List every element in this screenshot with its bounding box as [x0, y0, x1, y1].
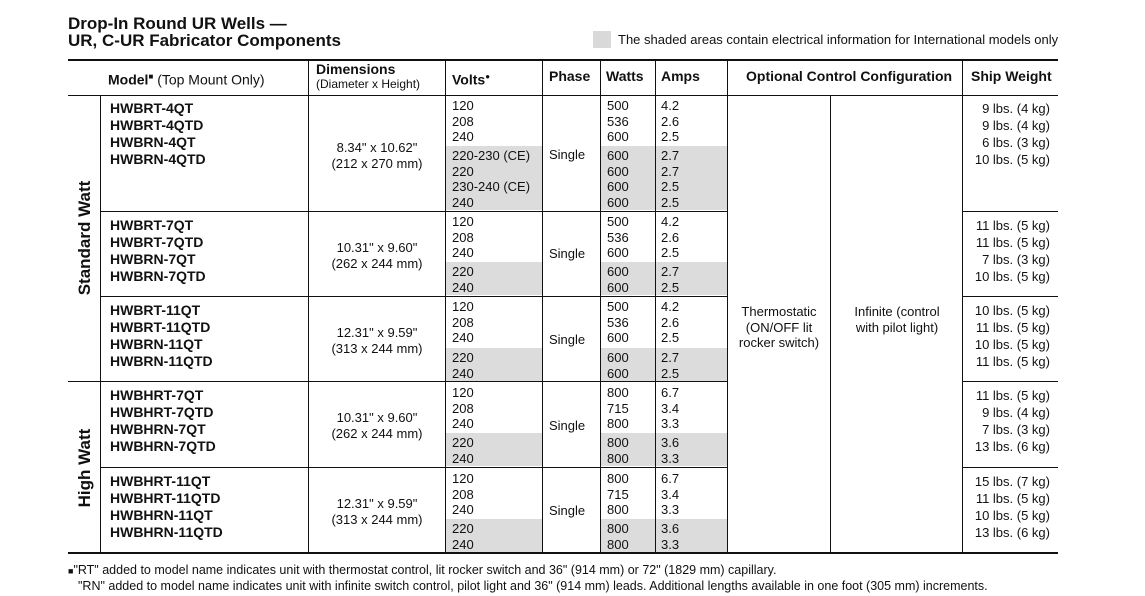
- row-line: [962, 296, 1058, 297]
- table-top-rule: [68, 59, 1058, 61]
- col-line: [830, 96, 831, 553]
- row-line: [100, 467, 727, 468]
- amps-group-1: 4.2 2.6 2.5: [661, 98, 680, 144]
- footnote-rt: ■"RT" added to model name indicates unit with thermostat control, lit rocker switch and 36" (914 mm) or 72" (1829 mm) capillary.: [68, 563, 777, 577]
- volts-intl-group-5: 220 240: [452, 521, 474, 552]
- ship-weight-group-5: 15 lbs. (7 kg) 11 lbs. (5 kg) 10 lbs. (5 kg) 13 lbs. (6 kg): [974, 474, 1050, 540]
- amps-intl-group-2: 2.7 2.5: [661, 264, 680, 295]
- page-title: [68, 15, 341, 49]
- table-bottom-rule: [68, 552, 1058, 554]
- row-line: [100, 296, 727, 297]
- col-line: [100, 96, 101, 553]
- volts-group-2: 120 208 240: [452, 214, 474, 260]
- col-line: [308, 59, 309, 553]
- amps-group-5: 6.7 3.4 3.3: [661, 471, 680, 517]
- shading-legend: [593, 31, 1058, 48]
- title-line-2: UR, C-UR Fabricator Components: [68, 31, 341, 50]
- watts-group-5: 800 715 800: [607, 471, 629, 517]
- control-infinite: Infinite (control with pilot light): [854, 304, 940, 335]
- watts-group-1: 500 536 600: [607, 98, 629, 144]
- volts-intl-group-1: 220-230 (CE) 220 230-240 (CE) 240: [452, 148, 531, 210]
- models-group-3: HWBRT-11QT HWBRT-11QTD HWBRN-11QT HWBRN-11QTD: [110, 302, 213, 369]
- ship-weight-group-1: 9 lbs. (4 kg) 9 lbs. (4 kg) 6 lbs. (3 kg) 10 lbs. (5 kg): [974, 101, 1050, 167]
- watts-intl-group-5: 800 800: [607, 521, 629, 552]
- volts-group-1: 120 208 240: [452, 98, 474, 144]
- dimensions-group-3: 12.31" x 9.59" (313 x 244 mm): [331, 325, 423, 356]
- header-rule: [68, 95, 1058, 96]
- watts-group-2: 500 536 600: [607, 214, 629, 260]
- control-thermostatic: Thermostatic (ON/OFF lit rocker switch): [738, 304, 820, 350]
- amps-intl-group-4: 3.6 3.3: [661, 435, 680, 466]
- col-line: [445, 59, 446, 553]
- models-group-1: HWBRT-4QT HWBRT-4QTD HWBRN-4QT HWBRN-4QTD: [110, 100, 206, 167]
- dimensions-group-2: 10.31" x 9.60" (262 x 244 mm): [331, 240, 423, 271]
- shade-swatch: [593, 31, 611, 48]
- dimensions-group-4: 10.31" x 9.60" (262 x 244 mm): [331, 410, 423, 441]
- phase-group-5: Single: [549, 503, 586, 518]
- col-line: [600, 59, 601, 553]
- ship-weight-group-3: 10 lbs. (5 kg) 11 lbs. (5 kg) 10 lbs. (5 kg) 11 lbs. (5 kg): [974, 303, 1050, 369]
- amps-intl-group-1: 2.7 2.7 2.5 2.5: [661, 148, 680, 210]
- amps-group-2: 4.2 2.6 2.5: [661, 214, 680, 260]
- header-dimensions: Dimensions (Diameter x Height): [316, 61, 421, 91]
- section-line: [68, 381, 727, 382]
- header-ship-weight: Ship Weight: [971, 68, 1052, 84]
- row-line: [100, 211, 727, 212]
- models-group-5: HWBHRT-11QT HWBHRT-11QTD HWBHRN-11QT HWBHRN-11QTD: [110, 473, 223, 540]
- watts-intl-group-1: 600 600 600 600: [607, 148, 629, 210]
- volts-intl-group-4: 220 240: [452, 435, 474, 466]
- title-line-1: Drop-In Round UR Wells —: [68, 14, 287, 33]
- amps-group-3: 4.2 2.6 2.5: [661, 299, 680, 345]
- header-volts: Volts●: [452, 71, 491, 88]
- header-phase: Phase: [549, 68, 591, 84]
- header-watts: Watts: [606, 68, 644, 84]
- ship-weight-group-4: 11 lbs. (5 kg) 9 lbs. (4 kg) 7 lbs. (3 kg) 13 lbs. (6 kg): [974, 388, 1050, 454]
- phase-group-1: Single: [549, 147, 586, 162]
- col-line: [542, 59, 543, 553]
- phase-group-3: Single: [549, 332, 586, 347]
- phase-group-4: Single: [549, 418, 586, 433]
- watts-intl-group-4: 800 800: [607, 435, 629, 466]
- row-line: [962, 381, 1058, 382]
- col-line: [962, 59, 963, 553]
- dimensions-group-5: 12.31" x 9.59" (313 x 244 mm): [331, 496, 423, 527]
- dimensions-group-1: 8.34" x 10.62" (212 x 270 mm): [331, 140, 423, 171]
- header-control: Optional Control Configuration: [746, 68, 953, 84]
- header-amps: Amps: [661, 68, 700, 84]
- volts-group-3: 120 208 240: [452, 299, 474, 345]
- row-line: [962, 211, 1058, 212]
- volts-intl-group-2: 220 240: [452, 264, 474, 295]
- volts-group-5: 120 208 240: [452, 471, 474, 517]
- watts-intl-group-2: 600 600: [607, 264, 629, 295]
- amps-intl-group-3: 2.7 2.5: [661, 350, 680, 381]
- watts-group-4: 800 715 800: [607, 385, 629, 431]
- col-line: [727, 59, 728, 553]
- section-high-watt: High Watt: [75, 428, 94, 508]
- row-line: [962, 467, 1058, 468]
- footnote-rn: "RN" added to model name indicates unit with infinite switch control, pilot light and 36" (914 mm) leads. Additional lengths available in one foot (305 mm) increments.: [78, 579, 988, 593]
- models-group-2: HWBRT-7QT HWBRT-7QTD HWBRN-7QT HWBRN-7QTD: [110, 217, 206, 284]
- legend-text: The shaded areas contain electrical information for International models only: [618, 32, 1059, 47]
- footnote-square-icon: ■: [68, 566, 74, 576]
- volts-group-4: 120 208 240: [452, 385, 474, 431]
- section-standard-watt: Standard Watt: [75, 180, 94, 296]
- phase-group-2: Single: [549, 246, 586, 261]
- ship-weight-group-2: 11 lbs. (5 kg) 11 lbs. (5 kg) 7 lbs. (3 kg) 10 lbs. (5 kg): [974, 218, 1050, 284]
- col-line: [655, 59, 656, 553]
- amps-group-4: 6.7 3.4 3.3: [661, 385, 680, 431]
- models-group-4: HWBHRT-7QT HWBHRT-7QTD HWBHRN-7QT HWBHRN-7QTD: [110, 387, 216, 454]
- volts-intl-group-3: 220 240: [452, 350, 474, 381]
- amps-intl-group-5: 3.6 3.3: [661, 521, 680, 552]
- header-model: Model■ (Top Mount Only): [108, 71, 265, 88]
- watts-group-3: 500 536 600: [607, 299, 629, 345]
- watts-intl-group-3: 600 600: [607, 350, 629, 381]
